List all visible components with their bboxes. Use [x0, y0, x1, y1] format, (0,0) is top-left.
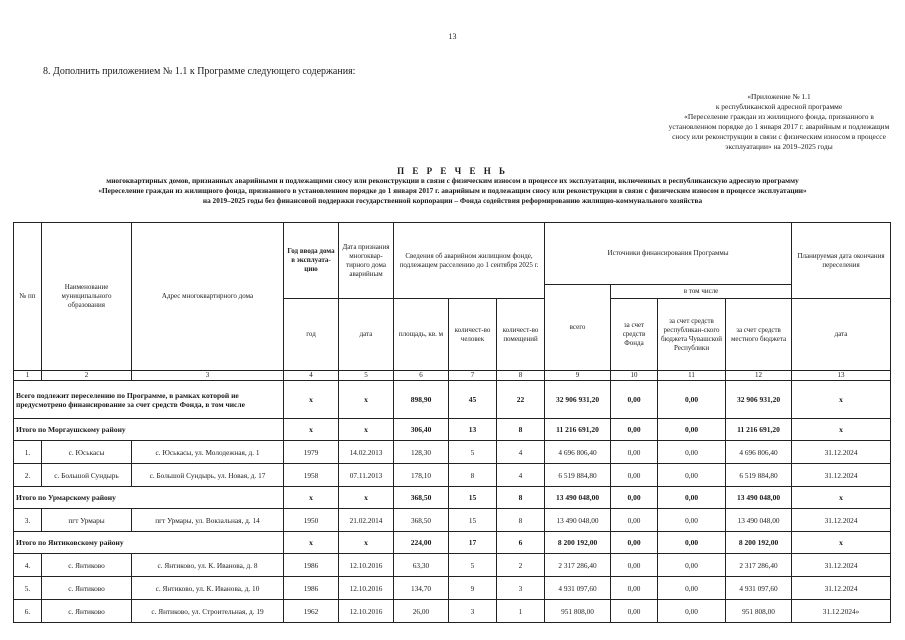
- table-row: [14, 509, 891, 532]
- district-total-row: [14, 419, 891, 441]
- row-cell: 4.: [14, 554, 42, 577]
- amendment-item-8: 8. Дополнить приложением № 1.1 к Программе следующего содержания:: [43, 66, 356, 77]
- total-row: [14, 381, 891, 419]
- row-cell: 0,00: [611, 464, 658, 487]
- row-cell: 1: [497, 600, 545, 623]
- row-cell: с. Юськасы: [42, 441, 132, 464]
- district-cell: х: [284, 532, 339, 554]
- district-cell: 0,00: [611, 487, 658, 509]
- row-cell: 31.12.2024: [792, 554, 891, 577]
- row-cell: 5: [449, 441, 497, 464]
- district-cell: х: [284, 419, 339, 441]
- row-cell: 0,00: [658, 509, 726, 532]
- col-index: 8: [497, 371, 545, 381]
- col-index: 3: [132, 371, 284, 381]
- district-cell: х: [792, 487, 891, 509]
- row-cell: с. Юськасы, ул. Молодежная, д. 1: [132, 441, 284, 464]
- row-cell: 1962: [284, 600, 339, 623]
- row-cell: 63,30: [394, 554, 449, 577]
- row-cell: 0,00: [658, 464, 726, 487]
- row-cell: 0,00: [611, 600, 658, 623]
- district-label: Итого по Урмарскому району: [14, 487, 284, 509]
- row-cell: 4 931 097,60: [726, 577, 792, 600]
- planned-group-header: Планируемая дата окончания переселения: [792, 223, 891, 299]
- appendix-line: сносу или реконструкции в связи с физическим износом в процессе: [672, 132, 886, 141]
- row-cell: 15: [449, 509, 497, 532]
- appendix-line: «Переселение граждан из жилищного фонда, признанного в: [684, 112, 874, 121]
- col-rooms-header: количест-во помещений: [497, 299, 545, 371]
- row-cell: 1986: [284, 554, 339, 577]
- sources-group-header: Источники финансирования Программы: [545, 223, 792, 285]
- table-row: [14, 441, 891, 464]
- appendix-note: [668, 92, 890, 152]
- row-cell: 31.12.2024: [792, 577, 891, 600]
- row-cell: 13 490 048,00: [726, 509, 792, 532]
- col-index: 4: [284, 371, 339, 381]
- row-cell: 13 490 048,00: [545, 509, 611, 532]
- district-cell: 11 216 691,20: [726, 419, 792, 441]
- row-cell: с. Янтиково: [42, 554, 132, 577]
- row-cell: 26,00: [394, 600, 449, 623]
- title-line: «Переселение граждан из жилищного фонда, признанного в установленном порядке до 1 января 2017 г. аварийным и подлежащим сносу или реконструкции в связи с физическим износом в процессе эксплуатации»: [98, 186, 807, 195]
- total-cell: 32 906 931,20: [545, 381, 611, 419]
- col-fund-header: за счет средств Фонда: [611, 299, 658, 371]
- row-cell: 5.: [14, 577, 42, 600]
- row-cell: 6 519 884,80: [726, 464, 792, 487]
- row-cell: 134,70: [394, 577, 449, 600]
- row-cell: 6.: [14, 600, 42, 623]
- row-cell: 4 931 097,60: [545, 577, 611, 600]
- row-cell: 4 696 806,40: [545, 441, 611, 464]
- col-people-header: количест-во человек: [449, 299, 497, 371]
- district-cell: х: [792, 532, 891, 554]
- district-cell: х: [284, 487, 339, 509]
- row-cell: с. Янтиково: [42, 577, 132, 600]
- total-cell: 898,90: [394, 381, 449, 419]
- col-year-group-header: Год ввода дома в эксплуата-цию: [284, 223, 339, 299]
- row-cell: 12.10.2016: [339, 600, 394, 623]
- total-cell: х: [792, 381, 891, 419]
- district-cell: 0,00: [611, 532, 658, 554]
- row-cell: 0,00: [658, 577, 726, 600]
- row-cell: с. Янтиково, ул. Строительная, д. 19: [132, 600, 284, 623]
- row-cell: 6 519 884,80: [545, 464, 611, 487]
- row-cell: 0,00: [611, 441, 658, 464]
- title-line: на 2019–2025 годы без финансовой поддержки государственной корпорации – Фонда содействия реформированию жилищно-коммунального хозяйства: [202, 196, 703, 205]
- row-cell: 0,00: [611, 554, 658, 577]
- col-index: 1: [14, 371, 42, 381]
- row-cell: с. Большой Сундырь: [42, 464, 132, 487]
- district-cell: х: [339, 487, 394, 509]
- appendix-line: к республиканской адресной программе: [715, 102, 843, 111]
- row-cell: 12.10.2016: [339, 577, 394, 600]
- row-cell: 951 808,00: [726, 600, 792, 623]
- total-cell: 0,00: [658, 381, 726, 419]
- page-number: 13: [448, 32, 457, 41]
- row-cell: 9: [449, 577, 497, 600]
- appendix-line: «Приложение № 1.1: [747, 92, 811, 101]
- title-line: многоквартирных домов, признанных аварийными и подлежащими сносу или реконструкции в связи с физическим износом в процессе их эксплуатации, включенных в республиканскую адресную программу: [106, 176, 799, 185]
- row-cell: 0,00: [658, 600, 726, 623]
- col-index: 6: [394, 371, 449, 381]
- row-cell: 2 317 286,40: [726, 554, 792, 577]
- row-cell: с. Янтиково: [42, 600, 132, 623]
- row-cell: 1979: [284, 441, 339, 464]
- col-municipality-header: Наименование муниципального образования: [42, 223, 132, 371]
- district-cell: 13: [449, 419, 497, 441]
- col-index: 11: [658, 371, 726, 381]
- col-area-header: площадь, кв. м: [394, 299, 449, 371]
- col-index: 2: [42, 371, 132, 381]
- row-cell: 951 808,00: [545, 600, 611, 623]
- district-label: Итого по Моргаушскому району: [14, 419, 284, 441]
- row-cell: 1950: [284, 509, 339, 532]
- row-cell: 8: [449, 464, 497, 487]
- col-index: 12: [726, 371, 792, 381]
- col-index: 13: [792, 371, 891, 381]
- total-cell: х: [284, 381, 339, 419]
- info-group-header: Сведения об аварийном жилищном фонде, подлежащем расселению до 1 сентября 2025 г.: [394, 223, 545, 299]
- row-cell: 178,10: [394, 464, 449, 487]
- row-cell: 0,00: [611, 577, 658, 600]
- row-cell: 3.: [14, 509, 42, 532]
- list-heading: П Е Р Е Ч Е Н Ь: [397, 166, 508, 176]
- row-cell: с. Большой Сундырь, ул. Новая, д. 17: [132, 464, 284, 487]
- total-cell: 0,00: [611, 381, 658, 419]
- district-cell: 8: [497, 419, 545, 441]
- district-cell: 8 200 192,00: [726, 532, 792, 554]
- row-cell: 31.12.2024: [792, 509, 891, 532]
- col-index: 7: [449, 371, 497, 381]
- row-cell: 31.12.2024»: [792, 600, 891, 623]
- total-cell: х: [339, 381, 394, 419]
- row-cell: 3: [497, 577, 545, 600]
- row-cell: 07.11.2013: [339, 464, 394, 487]
- col-address-header: Адрес многоквартирного дома: [132, 223, 284, 371]
- row-cell: 0,00: [658, 554, 726, 577]
- district-cell: х: [339, 419, 394, 441]
- row-cell: пгт Урмары, ул. Вокзальная, д. 14: [132, 509, 284, 532]
- district-cell: 224,00: [394, 532, 449, 554]
- table-row: [14, 577, 891, 600]
- row-cell: 31.12.2024: [792, 441, 891, 464]
- col-end-date-header: дата: [792, 299, 891, 371]
- col-republic-header: за счет средств республикан-ского бюджета Чувашской Республики: [658, 299, 726, 371]
- district-cell: 0,00: [658, 532, 726, 554]
- row-cell: 4 696 806,40: [726, 441, 792, 464]
- row-cell: 4: [497, 464, 545, 487]
- district-cell: 15: [449, 487, 497, 509]
- district-label: Итого по Янтиковскому району: [14, 532, 284, 554]
- row-cell: 3: [449, 600, 497, 623]
- district-cell: 8: [497, 487, 545, 509]
- row-cell: 0,00: [658, 441, 726, 464]
- district-cell: 11 216 691,20: [545, 419, 611, 441]
- district-cell: 6: [497, 532, 545, 554]
- row-cell: 4: [497, 441, 545, 464]
- district-cell: 0,00: [658, 487, 726, 509]
- district-cell: х: [339, 532, 394, 554]
- list-title: [30, 166, 875, 206]
- district-cell: 368,50: [394, 487, 449, 509]
- row-cell: с. Янтиково, ул. К. Иванова, д. 10: [132, 577, 284, 600]
- row-cell: 2: [497, 554, 545, 577]
- table-row: [14, 464, 891, 487]
- col-total-header: всего: [545, 285, 611, 371]
- col-index: 10: [611, 371, 658, 381]
- col-num-header: № пп: [14, 223, 42, 371]
- district-cell: 13 490 048,00: [545, 487, 611, 509]
- row-cell: 5: [449, 554, 497, 577]
- row-cell: 2.: [14, 464, 42, 487]
- district-total-row: [14, 532, 891, 554]
- district-cell: х: [792, 419, 891, 441]
- district-cell: 17: [449, 532, 497, 554]
- row-cell: 31.12.2024: [792, 464, 891, 487]
- row-cell: 1.: [14, 441, 42, 464]
- district-cell: 8 200 192,00: [545, 532, 611, 554]
- row-cell: 0,00: [611, 509, 658, 532]
- row-cell: пгт Урмары: [42, 509, 132, 532]
- row-cell: с. Янтиково, ул. К. Иванова, д. 8: [132, 554, 284, 577]
- table-row: [14, 554, 891, 577]
- district-total-row: [14, 487, 891, 509]
- total-label: Всего подлежит переселению по Программе, в рамках которой не предусмотрено финансирование за счет средств Фонда, в том числе: [14, 381, 284, 419]
- row-cell: 368,50: [394, 509, 449, 532]
- col-index: 5: [339, 371, 394, 381]
- district-cell: 0,00: [611, 419, 658, 441]
- total-cell: 22: [497, 381, 545, 419]
- col-date-group-header: Дата признания многоквар-тирного дома аварийным: [339, 223, 394, 299]
- col-year-header: год: [284, 299, 339, 371]
- row-cell: 1986: [284, 577, 339, 600]
- row-cell: 2 317 286,40: [545, 554, 611, 577]
- incl-header: в том числе: [611, 285, 792, 299]
- col-index: 9: [545, 371, 611, 381]
- row-cell: 21.02.2014: [339, 509, 394, 532]
- row-cell: 12.10.2016: [339, 554, 394, 577]
- district-cell: 0,00: [658, 419, 726, 441]
- appendix-line: эксплуатации» на 2019–2025 годы: [725, 142, 833, 151]
- total-cell: 32 906 931,20: [726, 381, 792, 419]
- district-cell: 13 490 048,00: [726, 487, 792, 509]
- table-row: [14, 600, 891, 623]
- row-cell: 8: [497, 509, 545, 532]
- row-cell: 128,30: [394, 441, 449, 464]
- row-cell: 1958: [284, 464, 339, 487]
- appendix-line: установленном порядке до 1 января 2017 г. аварийным и подлежащим: [668, 122, 890, 131]
- column-index-row: [14, 371, 891, 381]
- col-date-header: дата: [339, 299, 394, 371]
- col-local-header: за счет средств местного бюджета: [726, 299, 792, 371]
- row-cell: 14.02.2013: [339, 441, 394, 464]
- total-cell: 45: [449, 381, 497, 419]
- houses-table: [13, 222, 891, 623]
- district-cell: 306,40: [394, 419, 449, 441]
